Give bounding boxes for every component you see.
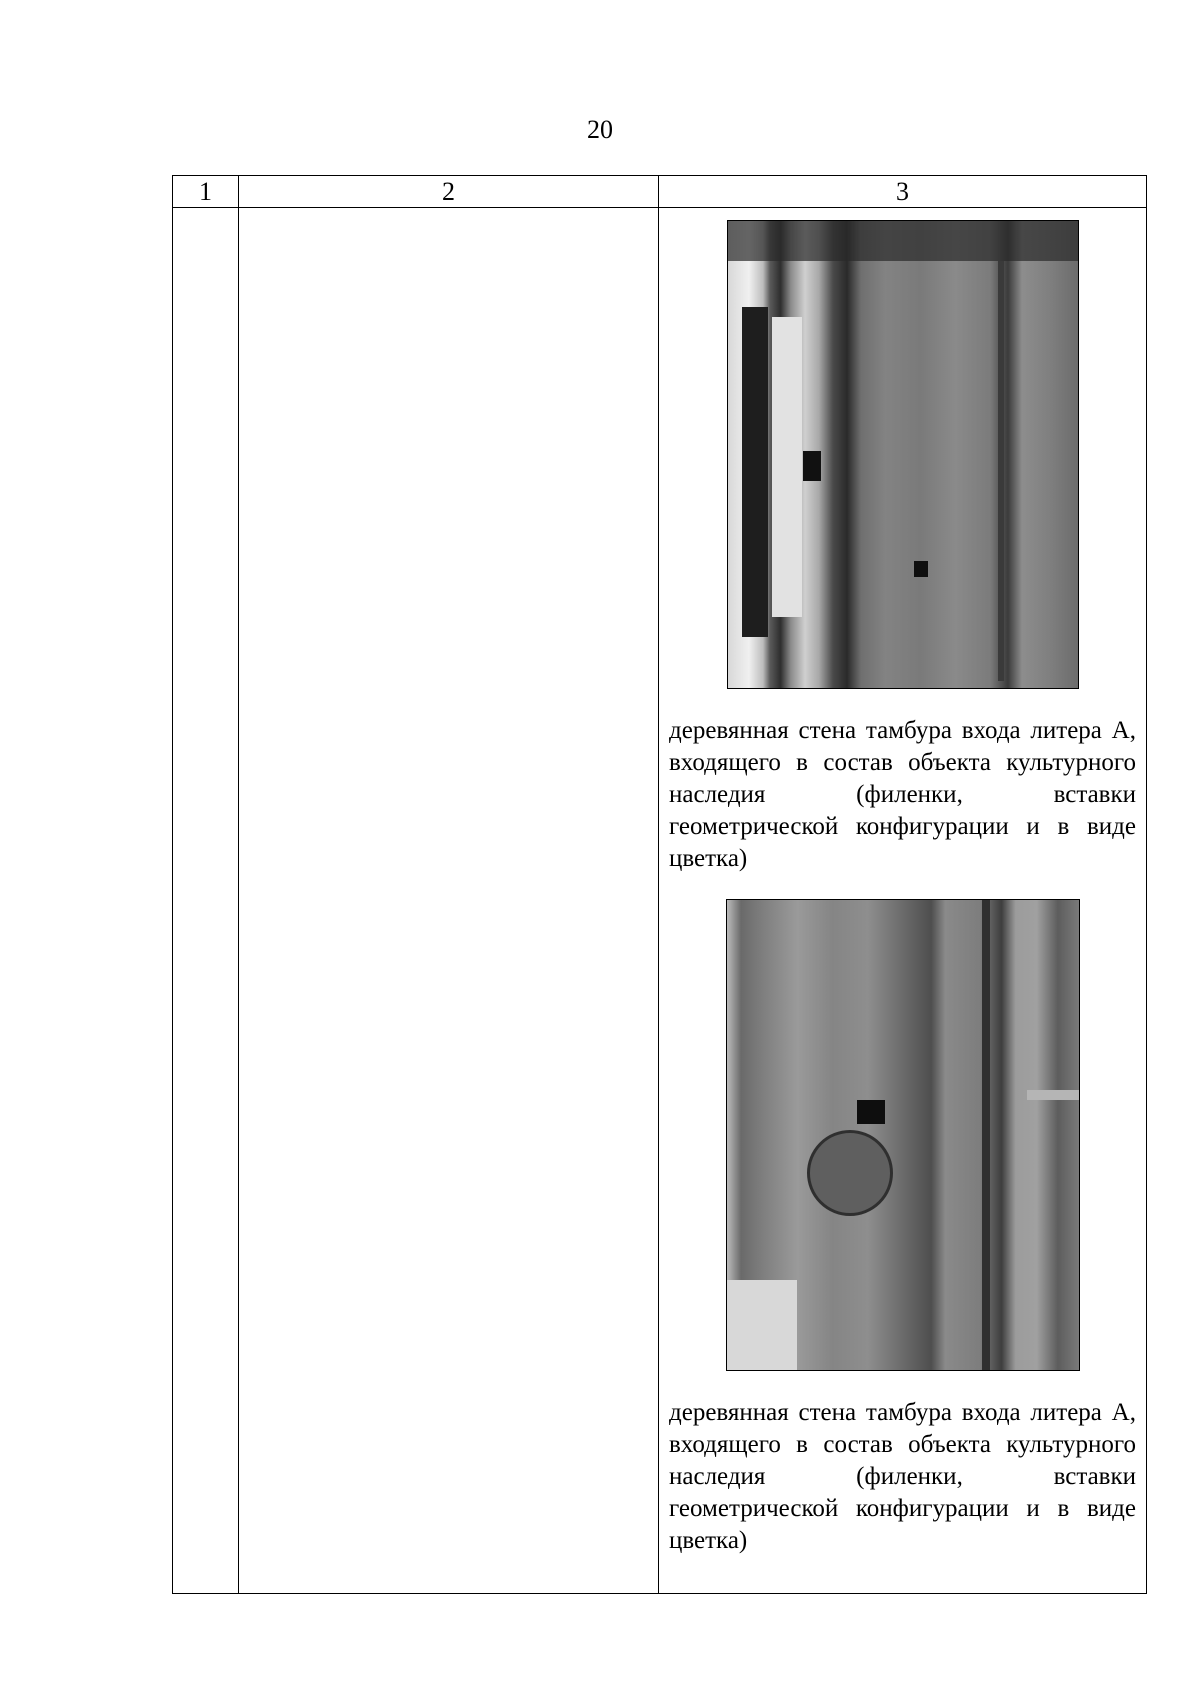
cell-col-2: [239, 208, 659, 1594]
photo-wooden-vestibule-wall-icon: [727, 220, 1079, 689]
cell-col-3: [659, 208, 1147, 1594]
heritage-elements-table: [172, 175, 1147, 1594]
page-number: 20: [587, 115, 613, 144]
column-header-3: 3: [659, 176, 1147, 208]
photo-wooden-vestibule-wall-flower-icon: [726, 899, 1080, 1371]
column-header-2: 2: [239, 176, 659, 208]
table-header-row: [173, 176, 1147, 208]
table-row: [173, 208, 1147, 1594]
cell-col-1: [173, 208, 239, 1594]
photo-caption: деревянная стена тамбура входа литера А, входящего в состав объекта культурного наследия (филенки, вставки геометрической конфигурации и в виде цветка): [669, 1399, 1136, 1554]
column-header-1: 1: [173, 176, 239, 208]
photo-caption: деревянная стена тамбура входа литера А, входящего в состав объекта культурного наследия (филенки, вставки геометрической конфигурации и в виде цветка): [669, 717, 1136, 872]
